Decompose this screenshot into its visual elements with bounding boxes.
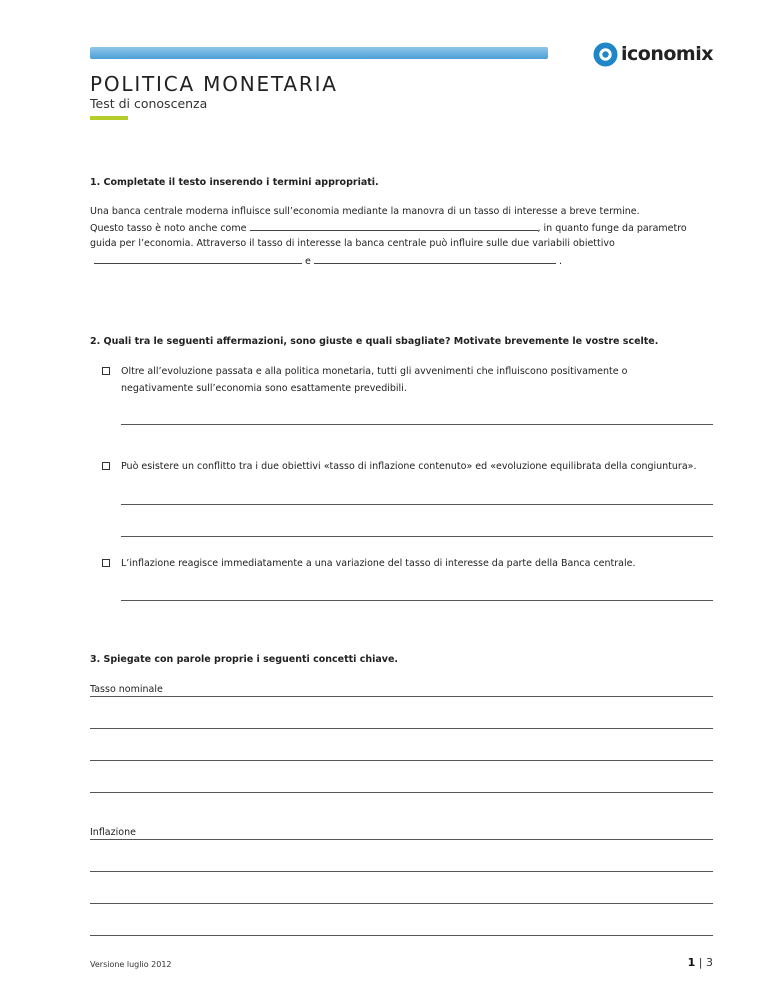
page-number <box>688 956 713 969</box>
statement-3-line-1: L’inflazione reagisce immediatamente a una variazione del tasso di interesse da parte della Banca centrale. <box>121 558 636 569</box>
page-title: POLITICA MONETARIA <box>90 72 338 96</box>
q1-text-line-3: guida per l’economia. Attraverso il tasso di interesse la banca centrale può influire sulle due variabili obiettivo <box>90 238 615 249</box>
q1-blank-3[interactable] <box>314 253 556 264</box>
version-note: Versione luglio 2012 <box>90 960 172 969</box>
page-current: 1 <box>687 956 696 969</box>
page-subtitle: Test di conoscenza <box>90 96 208 111</box>
answer-line[interactable] <box>121 424 713 425</box>
statement-1-checkbox[interactable] <box>102 367 110 375</box>
answer-line[interactable] <box>90 903 713 904</box>
q1-text-line-2 <box>90 220 687 238</box>
answer-line[interactable] <box>90 728 713 729</box>
page-separator: | <box>698 956 703 969</box>
iconomix-logo-icon <box>593 42 618 67</box>
answer-line[interactable] <box>121 536 713 537</box>
iconomix-logo <box>593 40 713 68</box>
question-2-heading: 2. Quali tra le seguenti affermazioni, sono giuste e quali sbagliate? Motivate brevemente le vostre scelte. <box>90 336 659 347</box>
q1-text-segment: e <box>305 256 311 267</box>
answer-line[interactable] <box>90 696 713 697</box>
answer-line[interactable] <box>90 792 713 793</box>
brand-name: iconomix <box>621 43 713 65</box>
q1-text-line-1: Una banca centrale moderna influisce sull’economia mediante la manovra di un tasso di interesse a breve termine. <box>90 206 640 217</box>
header-bar <box>90 47 548 59</box>
statement-3-checkbox[interactable] <box>102 559 110 567</box>
q1-text-segment: Questo tasso è noto anche come <box>90 223 247 234</box>
statement-3 <box>102 556 636 573</box>
statement-2-checkbox[interactable] <box>102 462 110 470</box>
answer-line[interactable] <box>90 839 713 840</box>
answer-line[interactable] <box>90 935 713 936</box>
q1-text-line-4 <box>90 253 562 271</box>
q1-text-segment: . <box>558 256 562 267</box>
statement-1-line-1: Oltre all’evoluzione passata e alla politica monetaria, tutti gli avvenimenti che influiscono positivamente o <box>121 366 628 377</box>
accent-rule <box>90 116 128 120</box>
answer-line[interactable] <box>121 600 713 601</box>
statement-1-line-2: negativamente sull’economia sono esattamente prevedibili. <box>121 382 407 394</box>
answer-line[interactable] <box>90 760 713 761</box>
term-label-tasso-nominale: Tasso nominale <box>90 684 163 695</box>
page-total: 3 <box>706 956 713 969</box>
answer-line[interactable] <box>90 871 713 872</box>
statement-2 <box>102 459 696 476</box>
term-label-inflazione: Inflazione <box>90 827 136 838</box>
q1-blank-1[interactable] <box>250 220 538 231</box>
question-1-heading: 1. Completate il testo inserendo i termini appropriati. <box>90 177 379 188</box>
answer-line[interactable] <box>121 504 713 505</box>
question-3-heading: 3. Spiegate con parole proprie i seguenti concetti chiave. <box>90 654 399 665</box>
q1-text-segment: , in quanto funge da parametro <box>537 223 687 234</box>
statement-2-line-1: Può esistere un conflitto tra i due obiettivi «tasso di inflazione contenuto» ed «evoluzione equilibrata della congiuntura». <box>121 461 697 472</box>
statement-1 <box>102 364 627 397</box>
q1-blank-2[interactable] <box>94 253 302 264</box>
